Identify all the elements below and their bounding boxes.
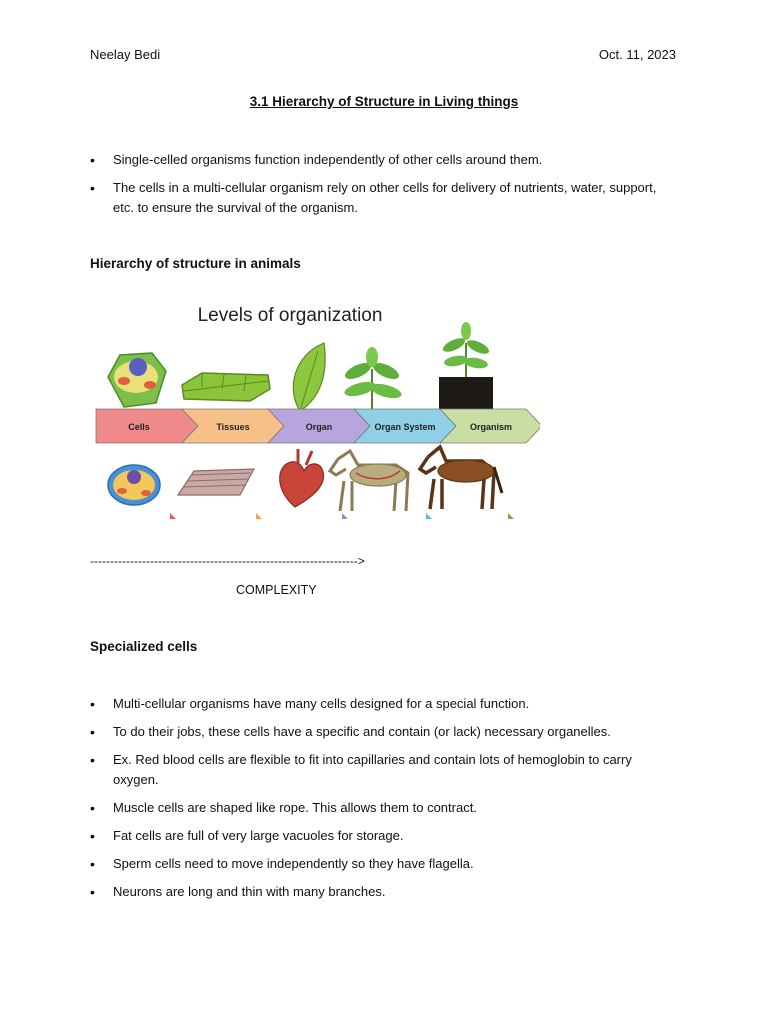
levels-of-organization-figure [90,285,540,535]
stage-label: Organ [305,422,333,432]
list-item: • Fat cells are full of very large vacuoles for storage. [90,826,670,846]
tissue-icon [182,373,270,401]
organization-arrow-band [96,409,540,443]
document-date: Oct. 11, 2023 [598,47,676,62]
animal-cell-icon [108,465,160,505]
stage-label: Organism [469,422,513,432]
stage-label: Tissues [216,422,250,432]
author-name: Neelay Bedi [90,47,161,62]
list-item: • Multi-cellular organisms have many cells designed for a special function. [90,694,670,714]
figure-title: Levels of organization [197,305,383,326]
list-item: • The cells in a multi-cellular organism rely on other cells for delivery of nutrients, water, support, etc. to ensure the survival of the organism. [90,178,670,218]
stage-label: Cells [128,422,150,432]
specialized-bullet-list [90,694,670,910]
list-item: • Sperm cells need to move independently so they have flagella. [90,854,670,874]
list-item: • Neurons are long and thin with many branches. [90,882,670,902]
list-item: • Muscle cells are shaped like rope. This allows them to contract. [90,798,670,818]
stage-label: Organ System [374,422,436,432]
list-item: • Ex. Red blood cells are flexible to fit into capillaries and contain lots of hemoglobin to carry oxygen. [90,750,670,790]
list-item: • To do their jobs, these cells have a specific and contain (or lack) necessary organelles. [90,722,670,742]
list-item: • Single-celled organisms function independently of other cells around them. [90,150,670,170]
section-heading-hierarchy: Hierarchy of structure in animals [90,256,301,271]
complexity-arrow: -------------------------------------------------------------------> [90,554,365,568]
section-heading-specialized-cells: Specialized cells [90,639,198,654]
intro-bullet-list [90,150,670,226]
page-title: 3.1 Hierarchy of Structure in Living things [249,94,519,109]
complexity-label: COMPLEXITY [236,583,317,597]
